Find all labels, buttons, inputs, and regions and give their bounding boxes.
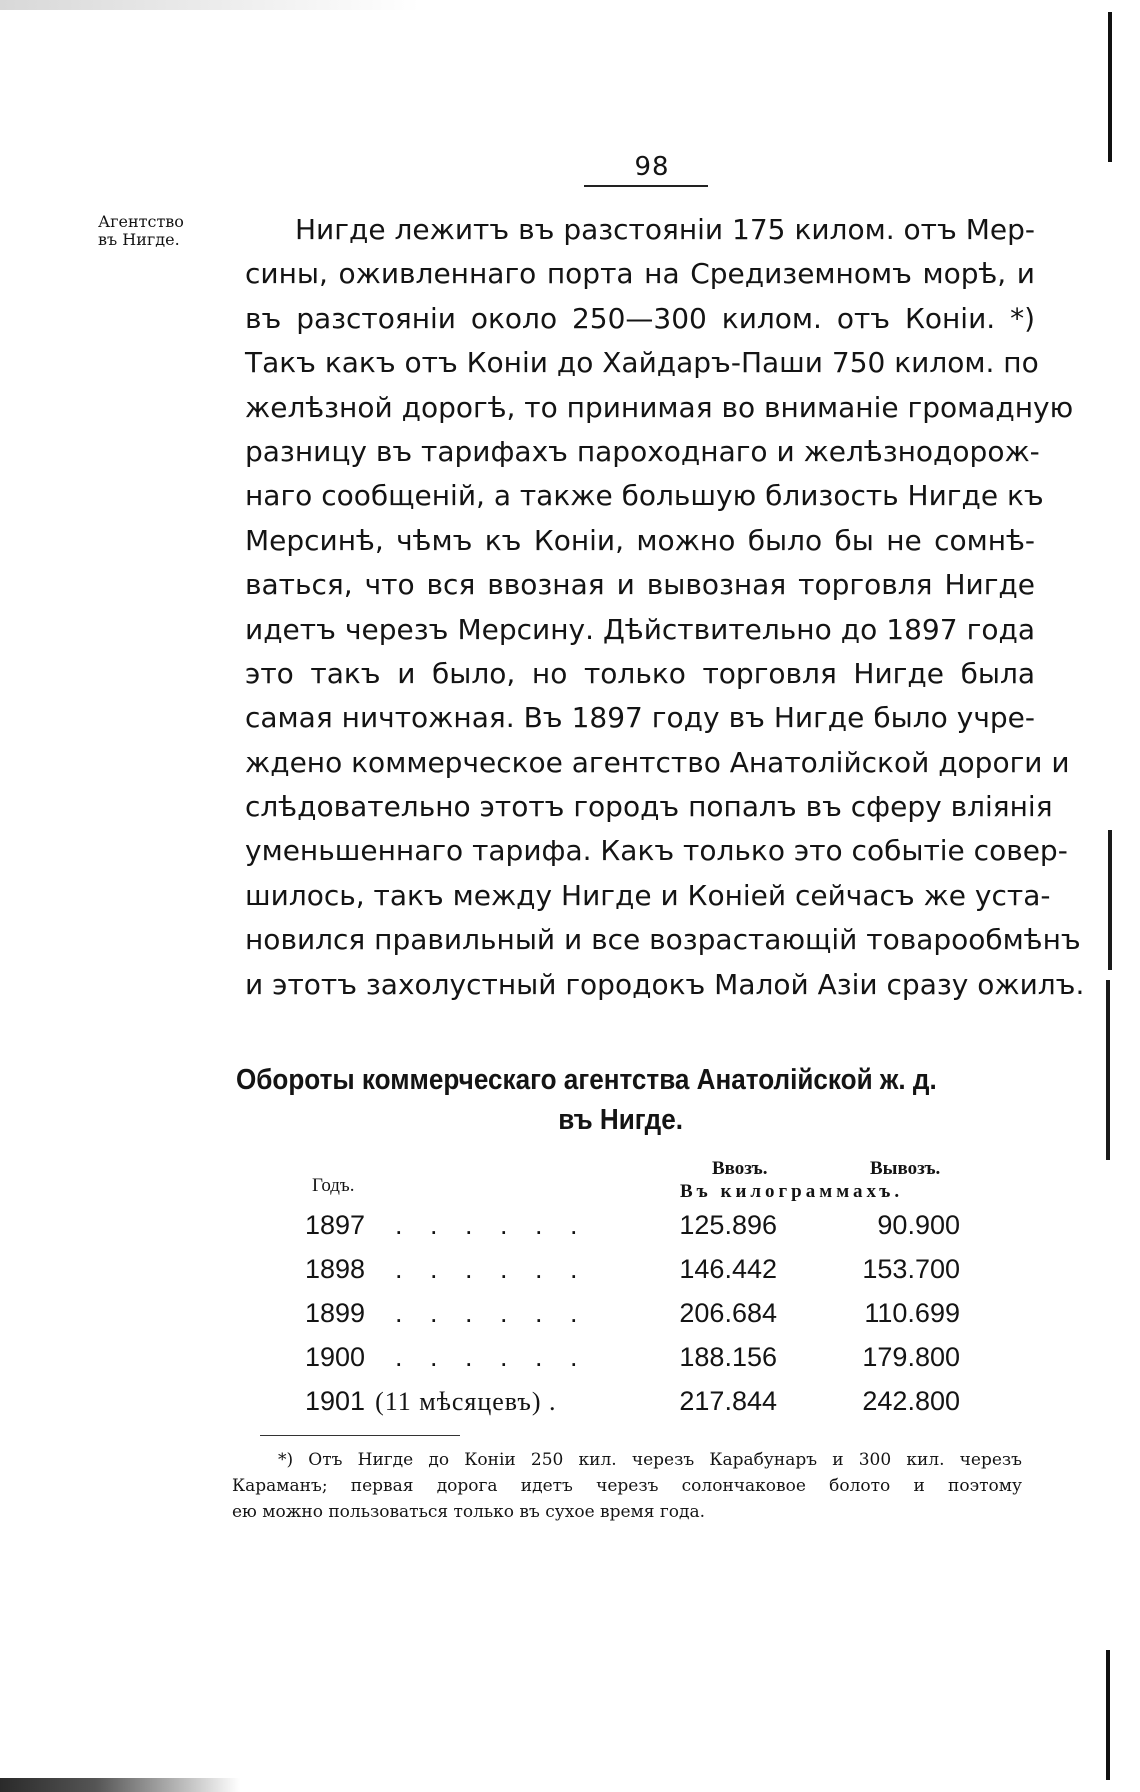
text-line: уменьшеннаго тарифа. Какъ только это событіе совер- — [245, 834, 1068, 868]
text-line: шилось, такъ между Нигде и Коніей сейчасъ же уста- — [245, 878, 1051, 912]
footnote-line: *) Отъ Нигде до Коніи 250 кил. черезъ Карабунаръ и 300 кил. черезъ — [278, 1450, 1022, 1470]
year-cell: 1900 — [305, 1342, 366, 1372]
import-cell: 125.896 — [679, 1210, 777, 1240]
margin-note-line: Агентство — [98, 212, 184, 231]
scan-edge-top — [0, 0, 420, 10]
leader-dots: . . . . . . — [395, 1210, 588, 1240]
import-cell: 217.844 — [679, 1386, 777, 1416]
text-line: самая ничтожная. Въ 1897 году въ Нигде было учре- — [245, 701, 1035, 735]
footnote-line: Караманъ; первая дорога идетъ черезъ солончаковое болото и поэтому — [232, 1476, 1022, 1496]
leader-dots: . . . . . . — [395, 1254, 588, 1284]
year-note: (11 мѣсяцевъ) . — [375, 1387, 557, 1416]
turnover-table — [305, 1210, 985, 1430]
page-number-rule — [584, 185, 708, 187]
footnote — [232, 1447, 1022, 1525]
export-cell: 242.800 — [862, 1386, 960, 1416]
export-cell: 179.800 — [862, 1342, 960, 1372]
text-line: слѣдовательно этотъ городъ попалъ въ сферу вліянія — [245, 790, 1053, 824]
margin-note — [98, 213, 248, 249]
text-line: Такъ какъ отъ Коніи до Хайдаръ-Паши 750 килом. по — [245, 346, 1039, 380]
table-row — [305, 1210, 985, 1254]
text-line: новился правильный и все возрастающій товарообмѣнъ — [245, 923, 1081, 957]
column-header-year: Годъ. — [312, 1175, 355, 1196]
text-line: въ разстояніи около 250—300 килом. отъ Коніи. *) — [245, 301, 1035, 335]
text-line: желѣзной дорогѣ, то принимая во вниманіе громадную — [245, 390, 1074, 424]
import-cell: 146.442 — [679, 1254, 777, 1284]
year-cell: 1898 — [305, 1254, 366, 1284]
text-line: ваться, что вся ввозная и вывозная торговля Нигде — [245, 568, 1035, 602]
scan-edge-right — [1108, 830, 1112, 970]
text-line: Нигде лежитъ въ разстояніи 175 килом. отъ Мер- — [295, 213, 1035, 246]
column-header-import: Ввозъ. — [712, 1158, 768, 1179]
year-cell: 1897 — [305, 1210, 366, 1240]
leader-dots: . . . . . . — [395, 1342, 588, 1372]
table-title-line: Обороты коммерческаго агентства Анатолійской ж. д. — [236, 1064, 937, 1096]
year-cell: 1901 (11 мѣсяцевъ) . — [305, 1386, 557, 1416]
import-cell: 188.156 — [679, 1342, 777, 1372]
text-line: это такъ и было, но только торговля Нигде была — [245, 656, 1035, 690]
table-row — [305, 1386, 985, 1430]
footnote-rule — [260, 1435, 460, 1436]
text-line: разницу въ тарифахъ пароходнаго и желѣзнодорож- — [245, 434, 1040, 468]
table-row — [305, 1254, 985, 1298]
scan-edge-right — [1106, 980, 1110, 1160]
page-number: 98 — [634, 152, 670, 182]
scan-edge-right — [1108, 12, 1112, 162]
scan-edge-right — [1106, 1650, 1110, 1780]
table-row — [305, 1298, 985, 1342]
body-paragraph — [245, 208, 1085, 1007]
column-header-export: Вывозъ. — [870, 1158, 941, 1179]
margin-note-line: въ Нигде. — [98, 230, 180, 249]
text-line: Мерсинѣ, чѣмъ къ Коніи, можно было бы не сомнѣ- — [245, 523, 1035, 557]
text-line: наго сообщеній, а также большую близость Нигде къ — [245, 479, 1044, 513]
table-title — [236, 1060, 956, 1140]
text-line: ждено коммерческое агентство Анатолійской дороги и — [245, 745, 1070, 779]
text-line: идетъ черезъ Мерсину. Дѣйствительно до 1897 года — [245, 612, 1035, 646]
text-line: и этотъ захолустный городокъ Малой Азіи сразу ожилъ. — [245, 967, 1085, 1001]
year-cell: 1899 — [305, 1298, 366, 1328]
export-cell: 153.700 — [862, 1254, 960, 1284]
export-cell: 90.900 — [877, 1210, 960, 1240]
scan-edge-bottom — [0, 1778, 240, 1792]
export-cell: 110.699 — [864, 1298, 960, 1328]
column-header-unit: Въ килограммахъ. — [680, 1181, 904, 1202]
footnote-line: ею можно пользоваться только въ сухое время года. — [232, 1502, 706, 1522]
leader-dots: . . . . . . — [395, 1298, 588, 1328]
import-cell: 206.684 — [679, 1298, 777, 1328]
text-line: сины, оживленнаго порта на Средиземномъ морѣ, и — [245, 257, 1035, 291]
table-title-line: въ Нигде. — [558, 1104, 683, 1136]
table-row — [305, 1342, 985, 1386]
